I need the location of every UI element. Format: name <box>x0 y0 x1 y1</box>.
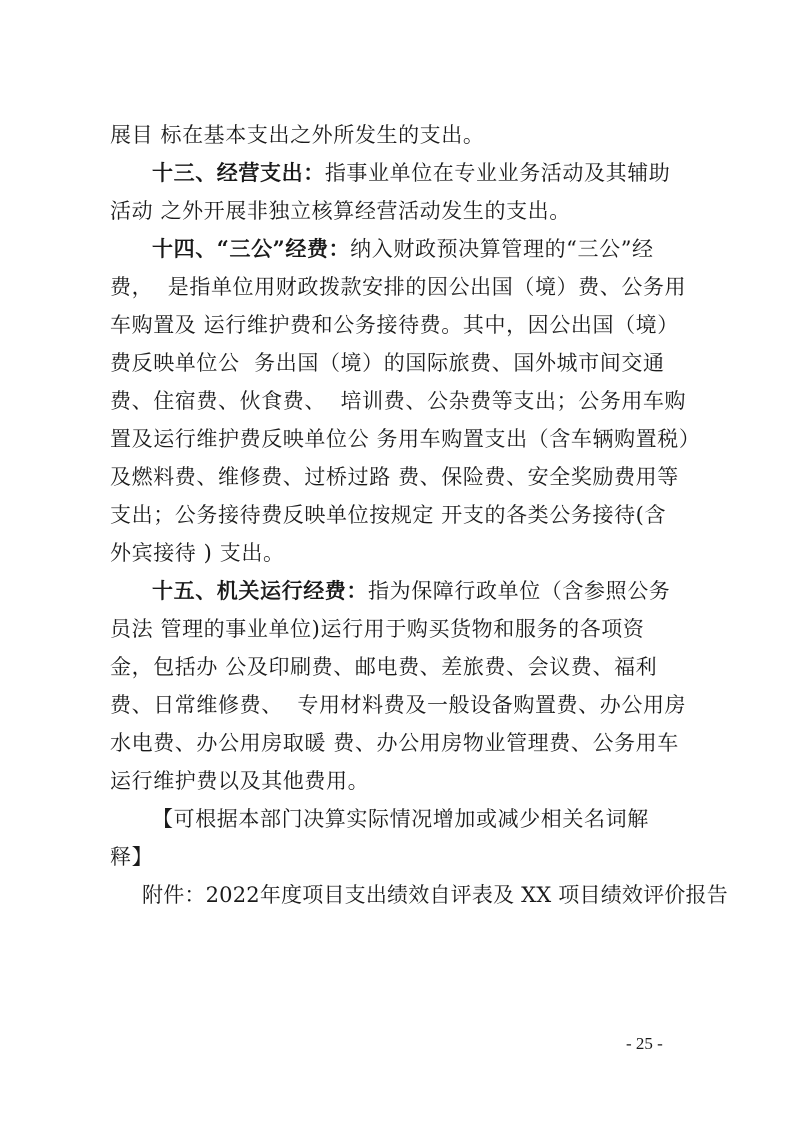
heading-three-public-expenses: 十四、“三公”经费： <box>152 236 351 261</box>
heading-operating-expenditure: 十三、经营支出： <box>152 160 325 185</box>
heading-agency-operating-expenses: 十五、机关运行经费： <box>152 578 368 603</box>
paragraph-14-line: 车购置及 运行维护费和公务接待费。其中，因公出国（境） <box>110 313 679 337</box>
paragraph-14-line: 支出；公务接待费反映单位按规定 开支的各类公务接待(含 <box>110 503 667 527</box>
paragraph-15-line: 金，包括办 公及印刷费、邮电费、差旅费、会议费、福利 <box>110 655 658 679</box>
paragraph-15-text: 指为保障行政单位（含参照公务 <box>368 579 671 603</box>
note-line-2: 释】 <box>110 845 154 869</box>
paragraph-14-first-line <box>152 234 654 264</box>
paragraph-14-line: 外宾接待 ) 支出。 <box>110 541 285 565</box>
paragraph-15-line: 水电费、办公用房取暖 费、办公用房物业管理费、公务用车 <box>110 731 679 755</box>
paragraph-13-line-2: 活动 之外开展非独立核算经营活动发生的支出。 <box>110 199 571 223</box>
paragraph-13-text: 指事业单位在专业业务活动及其辅助 <box>324 161 671 185</box>
paragraph-14-line: 费、住宿费、伙食费、 培训费、公杂费等支出；公务用车购 <box>110 389 687 413</box>
paragraph-14-line: 费反映单位公 务出国（境）的国际旅费、国外城市间交通 <box>110 351 665 375</box>
paragraph-15-line: 费、日常维修费、 专用材料费及一般设备购置费、办公用房 <box>110 693 687 717</box>
note-line-1: 【可根据本部门决算实际情况增加或减少相关名词解 <box>152 807 649 831</box>
paragraph-14-text: 纳入财政预决算管理的“三公”经 <box>350 237 654 261</box>
paragraph-15-line: 运行维护费以及其他费用。 <box>110 769 370 793</box>
paragraph-13-first-line <box>152 158 670 188</box>
paragraph-14-line: 置及运行维护费反映单位公 务用车购置支出（含车辆购置税） <box>110 427 701 451</box>
attachment-line: 附件：2022年度项目支出绩效自评表及 XX 项目绩效评价报告 <box>142 883 728 907</box>
paragraph-14-line: 及燃料费、维修费、过桥过路 费、保险费、安全奖励费用等 <box>110 465 679 489</box>
paragraph-12-tail: 展目 标在基本支出之外所发生的支出。 <box>110 123 485 147</box>
paragraph-15-first-line <box>152 576 670 606</box>
paragraph-15-line: 员法 管理的事业单位)运行用于购买货物和服务的各项资 <box>110 617 645 641</box>
page-number: - 25 - <box>626 1034 663 1053</box>
paragraph-14-line: 费， 是指单位用财政拨款安排的因公出国（境）费、公务用 <box>110 275 687 299</box>
